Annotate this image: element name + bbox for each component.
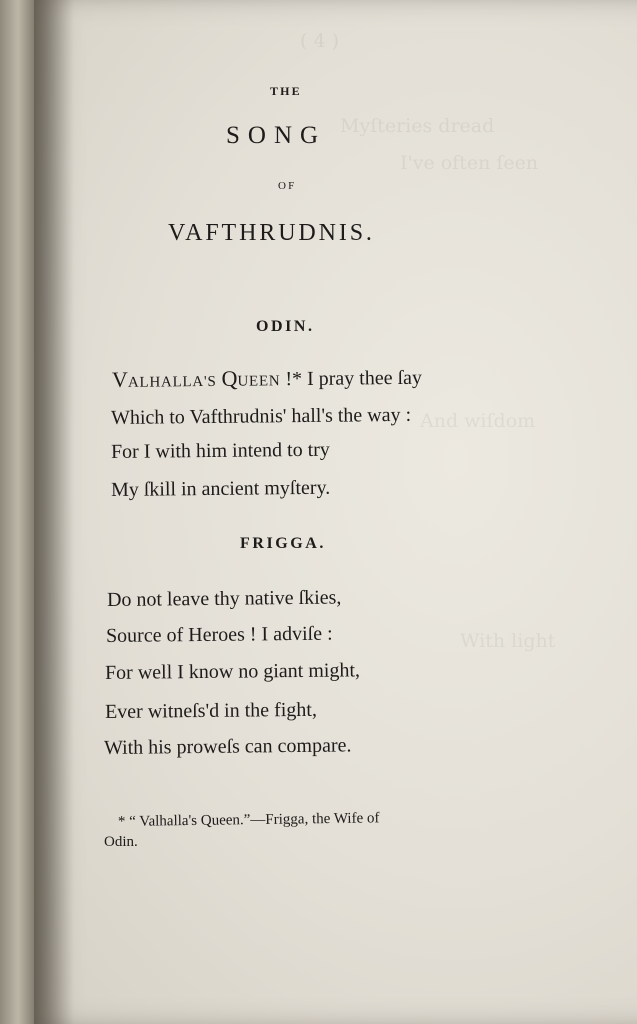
verse-line: My ſkill in ancient myſtery.	[110, 476, 331, 501]
speaker-frigga: FRIGGA.	[240, 535, 326, 552]
verse-line: Do not leave thy native ſkies,	[106, 586, 342, 611]
footnote-line: Odin.	[104, 834, 138, 850]
verse-line: With his proweſs can compare.	[103, 734, 352, 759]
title-vafthrudnis: VAFTHRUDNIS.	[168, 220, 375, 246]
smallcaps-initial: V	[111, 366, 128, 392]
bleed-through: With light	[460, 630, 556, 652]
verse-line: For well I know no giant might,	[104, 659, 361, 684]
verse-line	[112, 367, 422, 393]
speaker-odin: ODIN.	[256, 318, 315, 335]
verse-line-rest: !* I pray thee ſay	[280, 366, 423, 391]
footnote-line: * “ Valhalla's Queen.”—Frigga, the Wife of	[117, 810, 380, 830]
bleed-through: I've often ſeen	[400, 152, 539, 174]
smallcaps-rest: ALHALLA'S	[127, 373, 217, 391]
verse-line: Source of Heroes ! I adviſe :	[105, 622, 333, 647]
title-of: OF	[278, 180, 297, 192]
bleed-through: Myſteries dread	[340, 115, 495, 137]
verse-line: Ever witneſs'd in the fight,	[104, 698, 318, 723]
book-page	[34, 0, 637, 1024]
title-the: THE	[270, 84, 302, 98]
verse-line: For I with him intend to try	[110, 438, 330, 463]
bleed-through: ( 4 )	[300, 30, 339, 52]
gutter-shadow	[34, 0, 74, 1024]
smallcaps-rest: UEEN	[237, 373, 281, 390]
verse-line: Which to Vafthrudnis' hall's the way :	[110, 403, 412, 429]
bleed-through: And wiſdom	[420, 410, 536, 432]
title-song: SONG	[226, 122, 327, 149]
smallcaps-initial: Q	[221, 365, 238, 391]
